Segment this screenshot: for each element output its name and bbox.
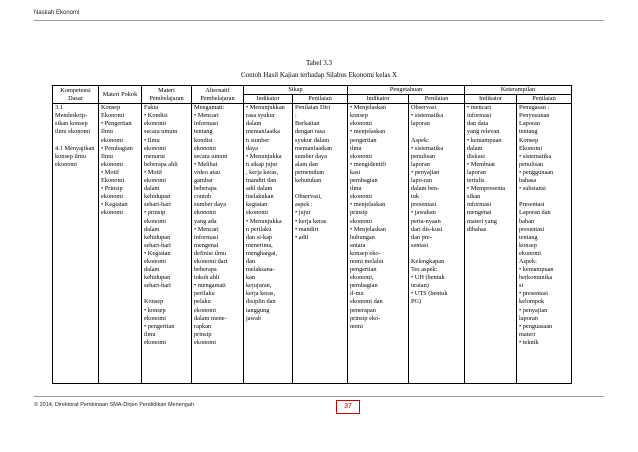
cell-sikap-indikator: • Menunjukkan rasa syukur dalam memanfaatka n sumber daya • Menunjukka n sikap jujur , kerja keras, mandiri dan adil dalam melakukan kegiatan ekonomi • Menunjukka n perilaku dan si-kap menerima, menghargai, dan melaksana- kan kejujuran, kerja keras, disiplin dan tanggung jawab bbox=[244, 104, 293, 384]
cell-keterampilan-penilaian: Penugasan : Penyusunan Laporan tentang Konsep Ekonomi • sistematika penulisan • penggunaan bahasa • substansi Presentasi Laporan dan bahan presentasi tentang konsep ekonomi Aspek: • kemampuan berkomunika si • presentasi kelompok • penyajian laporan • penguasaan materi • teknik bbox=[517, 104, 572, 384]
header-divider bbox=[34, 20, 604, 21]
cell-pengetahuan-penilaian: Observasi • sistematika laporan Aspek: • sistematika penulisan laporan • penyajian lapo-ran dalam ben- tuk presentasi • jawaban perta-nyaan dari dis-kusi dan pre- sentasi Kelengkapan Tes aspek: • UH (bentuk uraian) • UTS (bentuk PG) bbox=[409, 104, 465, 384]
footer-copyright: © 2014, Direktorat Pembinaan SMA-Dirjen Pendidikan Menengah bbox=[34, 402, 194, 408]
col-alternatif-pembelajaran: Alternatif Pembelajaran bbox=[192, 86, 244, 104]
page-number: 37 bbox=[336, 400, 360, 414]
cell-sikap-penilaian: Penilaian Diri : Berkaitan dengan rasa syukur dalam memanfaatkan sumber daya alam dan pemenuhan kebutuhan Observasi, aspek : • jujur • kerja keras • mandiri • adil bbox=[293, 104, 348, 384]
table-row bbox=[53, 104, 572, 384]
col-sikap-indikator: Indikator bbox=[244, 95, 293, 104]
cell-materi-pokok: Konsep Ekonomi • Pengertian Ilmu ekonomi • Pembagian Ilmu ekonomi • Motif Ekonomi • Prinsip ekonomi • Kegiatan ekonomi bbox=[99, 104, 142, 384]
footer-divider bbox=[34, 396, 604, 397]
running-header: Naskah Ekonomi bbox=[34, 10, 80, 16]
header-row-1 bbox=[53, 86, 572, 95]
syllabus-table bbox=[52, 85, 572, 384]
table-title: Contoh Hasil Kajian terhadap Silabus Ekonomi kelas X bbox=[240, 71, 398, 79]
cell-keterampilan-indikator: • mencari informasi dan data yang relevan • kemampuan dalam diskusi • Membuat laporan tertulis • Mempresenta sikan informasi mengenai materi yang dibahas bbox=[465, 104, 517, 384]
col-keterampilan-penilaian: Penilaian bbox=[517, 95, 572, 104]
cell-kompetensi: 3.1 Mendeskrip- sikan konsep ilmu ekonomi 4.1 Menyajikan konsep ilmu ekonomi bbox=[53, 104, 99, 384]
col-materi-pokok: Materi Pokok bbox=[99, 86, 142, 104]
col-sikap-penilaian: Penilaian bbox=[293, 95, 348, 104]
col-pengetahuan-penilaian: Penilaian bbox=[409, 95, 465, 104]
cell-pengetahuan-indikator: • Menjelaskan konsep ekonomi • menjelaskan pengertian ilmu ekonomi • mengidentifi kasi pembagian ilmu ekonomi • menjelaskan prinsip ekonomi • Menjelaskan hubungan antara konsep eko- nomi melalui pengertian ekonomi, pembagian il-mu ekonomi dan penerapan prinsip eko- nomi bbox=[348, 104, 409, 384]
cell-materi-pembelajaran: Fakta • Kondisi ekonomi secara umum • Ilmu ekonomi menurut beberapa ahli • Motif ekonomi dalam kehidupan sehari-hari • prinsip ekonomi dalam kehidupan sehari-hari • Kegiatan ekonomi dalam kehidupan sehari-hari Konsep • konsep ekonomi • pengertian ilmu ekonomi bbox=[142, 104, 192, 384]
col-materi-pembelajaran: Materi Pembelajaran bbox=[142, 86, 192, 104]
col-pengetahuan-indikator: Indikator bbox=[348, 95, 409, 104]
col-sikap: Sikap bbox=[244, 86, 348, 95]
col-keterampilan-indikator: Indikator bbox=[465, 95, 517, 104]
col-kompetensi-dasar: Kompetensi Dasar bbox=[53, 86, 99, 104]
table-number: Tabel 3.3 bbox=[306, 59, 332, 67]
cell-alternatif: Mengamati: • Mencari informasi tentang kondisi ekonomi secara umum • Melihat video atau gambar beberapa contoh sumber daya ekonomi yang ada • Mencari informasi mengenai definisi ilmu ekonomi dari beberapa tokoh ahli • mengamati perilaku pelaku ekonomi dalam mene- rapkan prinsip ekonomi bbox=[192, 104, 244, 384]
col-keterampilan: Keterampilan bbox=[465, 86, 572, 95]
col-pengetahuan: Pengetahuan bbox=[348, 86, 465, 95]
